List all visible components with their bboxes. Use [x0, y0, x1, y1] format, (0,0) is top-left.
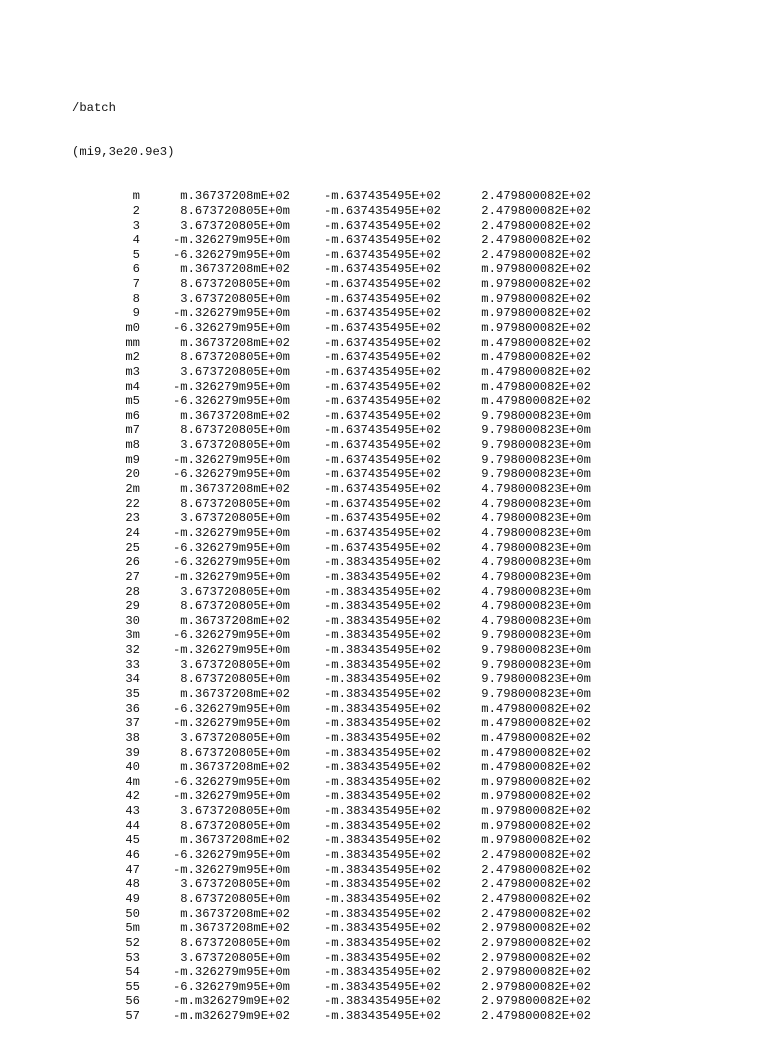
- row-index: 56: [125, 994, 140, 1009]
- table-row: [72, 907, 612, 922]
- column-3-value: m.979800082E+02: [481, 306, 591, 321]
- table-row: [72, 233, 612, 248]
- table-row: [72, 716, 612, 731]
- table-row: [72, 511, 612, 526]
- column-2-value: -m.637435495E+02: [323, 496, 441, 511]
- column-1-value: m.36737208mE+02: [180, 482, 290, 497]
- column-3-value: 4.798000823E+0m: [481, 555, 591, 570]
- table-row: [72, 350, 612, 365]
- column-1-value: 8.673720805E+0m: [180, 745, 290, 760]
- column-1-value: m.36737208mE+02: [180, 921, 290, 936]
- row-index: 50: [125, 906, 140, 921]
- table-row: [72, 219, 612, 234]
- row-index: m2: [125, 350, 140, 365]
- row-index: 5: [132, 247, 140, 262]
- column-2-value: -m.637435495E+02: [323, 364, 441, 379]
- table-row: [72, 204, 612, 219]
- column-1-value: 8.673720805E+0m: [180, 277, 290, 292]
- column-3-value: 9.798000823E+0m: [481, 687, 591, 701]
- table-row: [72, 658, 612, 673]
- batch-document: [72, 72, 612, 1038]
- row-index: m7: [125, 423, 140, 438]
- column-2-value: -m.383435495E+02: [323, 848, 441, 863]
- table-row: [72, 585, 612, 600]
- table-row: [72, 248, 612, 263]
- row-index: m9: [125, 452, 140, 467]
- column-1-value: -m.326279m95E+0m: [172, 452, 290, 467]
- column-1-value: 3.673720805E+0m: [180, 950, 290, 965]
- column-2-value: -m.383435495E+02: [323, 672, 441, 687]
- row-index: 27: [125, 569, 140, 584]
- column-3-value: 9.798000823E+0m: [481, 643, 591, 658]
- column-2-value: -m.637435495E+02: [323, 467, 441, 482]
- row-index: 32: [125, 643, 140, 658]
- row-index: 39: [125, 745, 140, 760]
- column-1-value: -6.326279m95E+0m: [172, 540, 290, 555]
- column-2-value: -m.383435495E+02: [323, 833, 441, 848]
- column-2-value: -m.383435495E+02: [323, 716, 441, 731]
- column-1-value: 8.673720805E+0m: [180, 935, 290, 950]
- row-index: 42: [125, 789, 140, 804]
- table-row: [72, 643, 612, 658]
- row-index: 52: [125, 935, 140, 950]
- row-index: mm: [125, 335, 140, 350]
- column-1-value: 3.673720805E+0m: [180, 657, 290, 672]
- column-1-value: 8.673720805E+0m: [180, 818, 290, 833]
- row-index: 20: [125, 467, 140, 482]
- table-row: [72, 423, 612, 438]
- column-3-value: m.979800082E+02: [481, 277, 591, 292]
- column-1-value: 3.673720805E+0m: [180, 364, 290, 379]
- column-3-value: m.979800082E+02: [481, 774, 591, 789]
- column-2-value: -m.637435495E+02: [323, 218, 441, 233]
- column-1-value: m.36737208mE+02: [180, 760, 290, 775]
- column-3-value: 2.979800082E+02: [481, 979, 591, 994]
- table-row: [72, 892, 612, 907]
- column-3-value: 9.798000823E+0m: [481, 438, 591, 453]
- column-1-value: m.36737208mE+02: [180, 262, 290, 277]
- row-index: 24: [125, 525, 140, 540]
- column-1-value: m.36737208mE+02: [180, 408, 290, 423]
- column-2-value: -m.637435495E+02: [323, 452, 441, 467]
- table-row: [72, 292, 612, 307]
- row-index: 47: [125, 862, 140, 877]
- table-row: [72, 746, 612, 761]
- table-row: [72, 687, 612, 702]
- column-2-value: -m.637435495E+02: [323, 277, 441, 292]
- column-3-value: m.479800082E+02: [481, 716, 591, 731]
- row-index: 53: [125, 950, 140, 965]
- row-index: 8: [132, 291, 140, 306]
- column-3-value: m.479800082E+02: [481, 701, 591, 716]
- column-1-value: -m.326279m95E+0m: [172, 379, 290, 394]
- table-row: [72, 760, 612, 775]
- row-index: m4: [125, 379, 140, 394]
- column-2-value: -m.637435495E+02: [323, 511, 441, 526]
- column-1-value: m.36737208mE+02: [180, 687, 290, 701]
- table-row: [72, 1009, 612, 1024]
- column-2-value: -m.637435495E+02: [323, 233, 441, 248]
- table-row: [72, 189, 612, 204]
- column-2-value: -m.637435495E+02: [323, 394, 441, 409]
- column-1-value: 8.673720805E+0m: [180, 423, 290, 438]
- column-2-value: -m.383435495E+02: [323, 906, 441, 921]
- column-3-value: 9.798000823E+0m: [481, 672, 591, 687]
- table-row: [72, 672, 612, 687]
- row-index: 40: [125, 760, 140, 775]
- column-2-value: -m.383435495E+02: [323, 569, 441, 584]
- column-3-value: 4.798000823E+0m: [481, 569, 591, 584]
- column-3-value: 2.479800082E+02: [481, 233, 591, 248]
- column-2-value: -m.637435495E+02: [323, 350, 441, 365]
- table-row: [72, 775, 612, 790]
- table-row: [72, 570, 612, 585]
- column-2-value: -m.383435495E+02: [323, 613, 441, 628]
- row-index: 3: [132, 218, 140, 233]
- table-row: [72, 789, 612, 804]
- row-index: 4: [132, 233, 140, 248]
- row-index: 4m: [125, 774, 140, 789]
- table-row: [72, 833, 612, 848]
- column-1-value: m.36737208mE+02: [180, 906, 290, 921]
- row-index: 26: [125, 555, 140, 570]
- row-index: m8: [125, 438, 140, 453]
- column-2-value: -m.383435495E+02: [323, 789, 441, 804]
- column-3-value: 9.798000823E+0m: [481, 408, 591, 423]
- column-2-value: -m.383435495E+02: [323, 745, 441, 760]
- column-1-value: -6.326279m95E+0m: [172, 394, 290, 409]
- column-3-value: m.479800082E+02: [481, 350, 591, 365]
- column-3-value: 2.479800082E+02: [481, 877, 591, 892]
- batch-command-line: /batch: [72, 101, 116, 116]
- column-2-value: -m.383435495E+02: [323, 950, 441, 965]
- row-index: 6: [132, 262, 140, 277]
- column-3-value: m.979800082E+02: [481, 320, 591, 335]
- column-2-value: -m.383435495E+02: [323, 774, 441, 789]
- column-1-value: 3.673720805E+0m: [180, 218, 290, 233]
- column-1-value: -m.326279m95E+0m: [172, 965, 290, 980]
- row-index: 34: [125, 672, 140, 687]
- column-3-value: 4.798000823E+0m: [481, 511, 591, 526]
- column-3-value: 4.798000823E+0m: [481, 599, 591, 614]
- table-row: [72, 497, 612, 512]
- column-2-value: -m.383435495E+02: [323, 657, 441, 672]
- row-index: 3m: [125, 628, 140, 643]
- row-index: 9: [132, 306, 140, 321]
- row-index: 23: [125, 511, 140, 526]
- column-2-value: -m.637435495E+02: [323, 408, 441, 423]
- column-3-value: m.979800082E+02: [481, 818, 591, 833]
- table-row: [72, 848, 612, 863]
- column-1-value: 3.673720805E+0m: [180, 511, 290, 526]
- column-2-value: -m.383435495E+02: [323, 701, 441, 716]
- column-3-value: m.479800082E+02: [481, 760, 591, 775]
- row-index: m5: [125, 394, 140, 409]
- table-row: [72, 804, 612, 819]
- column-3-value: m.979800082E+02: [481, 804, 591, 819]
- column-3-value: 2.979800082E+02: [481, 921, 591, 936]
- column-3-value: m.979800082E+02: [481, 789, 591, 804]
- column-2-value: -m.637435495E+02: [323, 203, 441, 218]
- column-3-value: 4.798000823E+0m: [481, 613, 591, 628]
- column-2-value: -m.383435495E+02: [323, 599, 441, 614]
- column-2-value: -m.383435495E+02: [323, 555, 441, 570]
- column-2-value: -m.637435495E+02: [323, 306, 441, 321]
- column-2-value: -m.383435495E+02: [323, 965, 441, 980]
- column-1-value: -6.326279m95E+0m: [172, 774, 290, 789]
- column-3-value: 2.979800082E+02: [481, 965, 591, 980]
- column-3-value: 4.798000823E+0m: [481, 540, 591, 555]
- column-3-value: 2.479800082E+02: [481, 891, 591, 906]
- column-2-value: -m.637435495E+02: [323, 438, 441, 453]
- column-1-value: 3.673720805E+0m: [180, 438, 290, 453]
- column-3-value: m.479800082E+02: [481, 364, 591, 379]
- table-row: [72, 599, 612, 614]
- column-2-value: -m.383435495E+02: [323, 921, 441, 936]
- column-3-value: m.479800082E+02: [481, 745, 591, 760]
- column-1-value: -m.326279m95E+0m: [172, 233, 290, 248]
- column-3-value: 2.479800082E+02: [481, 189, 591, 204]
- column-2-value: -m.383435495E+02: [323, 628, 441, 643]
- column-2-value: -m.383435495E+02: [323, 760, 441, 775]
- column-3-value: m.979800082E+02: [481, 833, 591, 848]
- column-2-value: -m.637435495E+02: [323, 540, 441, 555]
- column-1-value: -6.326279m95E+0m: [172, 701, 290, 716]
- row-index: 30: [125, 613, 140, 628]
- table-row: [72, 277, 612, 292]
- column-1-value: 3.673720805E+0m: [180, 730, 290, 745]
- column-2-value: -m.637435495E+02: [323, 291, 441, 306]
- row-index: 43: [125, 804, 140, 819]
- column-2-value: -m.637435495E+02: [323, 525, 441, 540]
- column-2-value: -m.383435495E+02: [323, 891, 441, 906]
- row-index: 49: [125, 891, 140, 906]
- column-3-value: 4.798000823E+0m: [481, 482, 591, 497]
- row-index: 38: [125, 730, 140, 745]
- column-1-value: -6.326279m95E+0m: [172, 467, 290, 482]
- table-row: [72, 731, 612, 746]
- column-3-value: m.979800082E+02: [481, 262, 591, 277]
- row-index: m6: [125, 408, 140, 423]
- column-2-value: -m.383435495E+02: [323, 687, 441, 701]
- column-3-value: m.479800082E+02: [481, 730, 591, 745]
- row-index: 37: [125, 716, 140, 731]
- column-1-value: -6.326279m95E+0m: [172, 555, 290, 570]
- column-2-value: -m.383435495E+02: [323, 818, 441, 833]
- column-3-value: 2.979800082E+02: [481, 994, 591, 1009]
- row-index: 54: [125, 965, 140, 980]
- row-index: 45: [125, 833, 140, 848]
- column-1-value: 3.673720805E+0m: [180, 584, 290, 599]
- table-row: [72, 541, 612, 556]
- table-row: [72, 921, 612, 936]
- table-row: [72, 336, 612, 351]
- table-row: [72, 321, 612, 336]
- column-3-value: 9.798000823E+0m: [481, 423, 591, 438]
- column-1-value: -6.326279m95E+0m: [172, 628, 290, 643]
- column-1-value: m.36737208mE+02: [180, 833, 290, 848]
- column-1-value: -m.326279m95E+0m: [172, 643, 290, 658]
- column-2-value: -m.383435495E+02: [323, 935, 441, 950]
- column-2-value: -m.637435495E+02: [323, 320, 441, 335]
- row-index: 7: [132, 277, 140, 292]
- column-1-value: m.36737208mE+02: [180, 613, 290, 628]
- row-index: 28: [125, 584, 140, 599]
- column-1-value: 3.673720805E+0m: [180, 804, 290, 819]
- column-2-value: -m.637435495E+02: [323, 423, 441, 438]
- column-2-value: -m.637435495E+02: [323, 379, 441, 394]
- column-2-value: -m.383435495E+02: [323, 584, 441, 599]
- row-index: 36: [125, 701, 140, 716]
- table-row: [72, 863, 612, 878]
- table-row: [72, 877, 612, 892]
- column-1-value: 8.673720805E+0m: [180, 891, 290, 906]
- column-3-value: 2.479800082E+02: [481, 247, 591, 262]
- column-3-value: m.979800082E+02: [481, 291, 591, 306]
- row-index: 25: [125, 540, 140, 555]
- column-3-value: 4.798000823E+0m: [481, 496, 591, 511]
- table-row: [72, 365, 612, 380]
- column-2-value: -m.637435495E+02: [323, 189, 441, 204]
- column-2-value: -m.383435495E+02: [323, 1009, 441, 1024]
- row-index: m3: [125, 364, 140, 379]
- column-2-value: -m.637435495E+02: [323, 262, 441, 277]
- table-row: [72, 936, 612, 951]
- column-3-value: 9.798000823E+0m: [481, 452, 591, 467]
- column-1-value: -m.326279m95E+0m: [172, 306, 290, 321]
- column-2-value: -m.637435495E+02: [323, 335, 441, 350]
- column-2-value: -m.383435495E+02: [323, 730, 441, 745]
- table-row: [72, 980, 612, 995]
- column-2-value: -m.637435495E+02: [323, 247, 441, 262]
- column-1-value: 8.673720805E+0m: [180, 496, 290, 511]
- column-3-value: 2.479800082E+02: [481, 906, 591, 921]
- row-index: 44: [125, 818, 140, 833]
- data-table: [72, 189, 612, 1024]
- column-3-value: 9.798000823E+0m: [481, 657, 591, 672]
- column-3-value: 4.798000823E+0m: [481, 584, 591, 599]
- table-row: [72, 614, 612, 629]
- column-2-value: -m.383435495E+02: [323, 804, 441, 819]
- row-index: 29: [125, 599, 140, 614]
- row-index: 46: [125, 848, 140, 863]
- row-index: 2: [132, 203, 140, 218]
- column-3-value: m.479800082E+02: [481, 379, 591, 394]
- column-2-value: -m.383435495E+02: [323, 994, 441, 1009]
- table-row: [72, 555, 612, 570]
- column-1-value: -6.326279m95E+0m: [172, 848, 290, 863]
- column-1-value: 8.673720805E+0m: [180, 350, 290, 365]
- table-row: [72, 819, 612, 834]
- column-3-value: m.479800082E+02: [481, 394, 591, 409]
- column-3-value: 9.798000823E+0m: [481, 467, 591, 482]
- column-1-value: 8.673720805E+0m: [180, 203, 290, 218]
- row-index: 35: [125, 687, 140, 701]
- column-2-value: -m.637435495E+02: [323, 482, 441, 497]
- column-1-value: -m.m326279m9E+02: [172, 994, 290, 1009]
- row-index: m0: [125, 320, 140, 335]
- table-row: [72, 628, 612, 643]
- column-3-value: m.479800082E+02: [481, 335, 591, 350]
- column-3-value: 2.479800082E+02: [481, 1009, 591, 1024]
- column-1-value: -6.326279m95E+0m: [172, 979, 290, 994]
- column-2-value: -m.383435495E+02: [323, 643, 441, 658]
- row-index: 22: [125, 496, 140, 511]
- column-3-value: 4.798000823E+0m: [481, 525, 591, 540]
- table-row: [72, 526, 612, 541]
- column-1-value: -m.326279m95E+0m: [172, 525, 290, 540]
- table-row: [72, 409, 612, 424]
- table-row: [72, 702, 612, 717]
- table-row: [72, 965, 612, 980]
- row-index: 5m: [125, 921, 140, 936]
- column-3-value: 2.479800082E+02: [481, 203, 591, 218]
- table-row: [72, 453, 612, 468]
- column-1-value: 8.673720805E+0m: [180, 599, 290, 614]
- column-3-value: 9.798000823E+0m: [481, 628, 591, 643]
- column-1-value: 8.673720805E+0m: [180, 672, 290, 687]
- column-1-value: -m.m326279m9E+02: [172, 1009, 290, 1024]
- column-3-value: 2.479800082E+02: [481, 218, 591, 233]
- table-row: [72, 482, 612, 497]
- column-1-value: -m.326279m95E+0m: [172, 569, 290, 584]
- column-3-value: 2.479800082E+02: [481, 862, 591, 877]
- table-row: [72, 306, 612, 321]
- column-1-value: m.36737208mE+02: [180, 189, 290, 204]
- format-spec-line: (mi9,3e20.9e3): [72, 145, 175, 160]
- table-row: [72, 467, 612, 482]
- row-index: 2m: [125, 482, 140, 497]
- row-index: 57: [125, 1009, 140, 1024]
- table-row: [72, 380, 612, 395]
- column-1-value: 3.673720805E+0m: [180, 877, 290, 892]
- column-2-value: -m.383435495E+02: [323, 979, 441, 994]
- column-1-value: m.36737208mE+02: [180, 335, 290, 350]
- table-row: [72, 438, 612, 453]
- table-row: [72, 394, 612, 409]
- column-1-value: 3.673720805E+0m: [180, 291, 290, 306]
- column-1-value: -6.326279m95E+0m: [172, 320, 290, 335]
- column-1-value: -m.326279m95E+0m: [172, 716, 290, 731]
- column-3-value: 2.479800082E+02: [481, 848, 591, 863]
- column-3-value: 2.979800082E+02: [481, 935, 591, 950]
- row-index: 55: [125, 979, 140, 994]
- column-3-value: 2.979800082E+02: [481, 950, 591, 965]
- row-index: 48: [125, 877, 140, 892]
- table-row: [72, 262, 612, 277]
- column-1-value: -m.326279m95E+0m: [172, 789, 290, 804]
- column-2-value: -m.383435495E+02: [323, 877, 441, 892]
- column-1-value: -m.326279m95E+0m: [172, 862, 290, 877]
- row-index: m: [132, 189, 140, 204]
- row-index: 33: [125, 657, 140, 672]
- column-2-value: -m.383435495E+02: [323, 862, 441, 877]
- column-1-value: -6.326279m95E+0m: [172, 247, 290, 262]
- table-row: [72, 994, 612, 1009]
- table-row: [72, 951, 612, 966]
